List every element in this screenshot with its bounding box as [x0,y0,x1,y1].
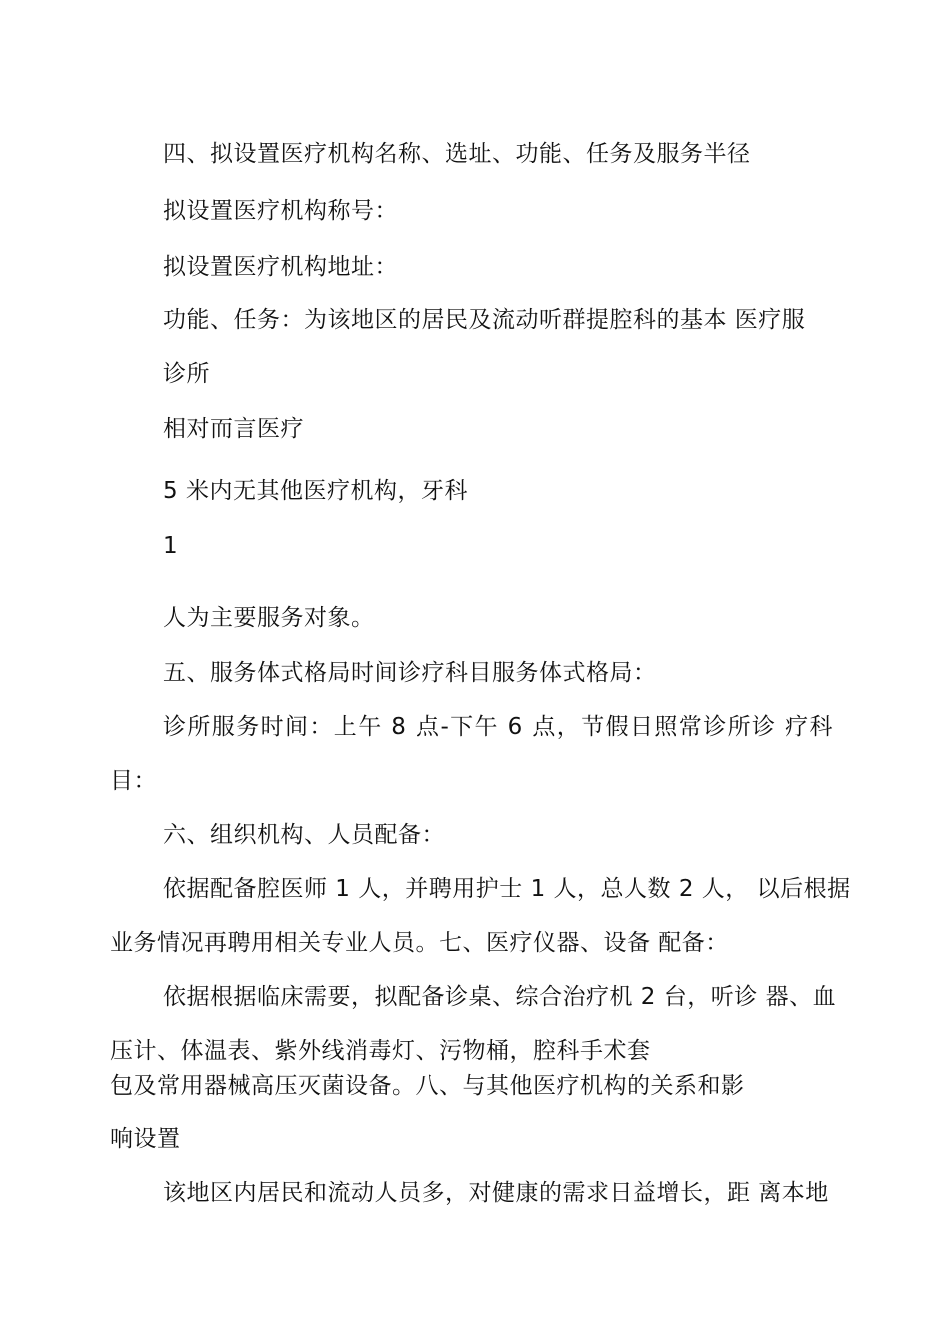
service-target-line: 人为主要服务对象。 [163,605,375,631]
equipment-continued-line-2: 包及常用器械高压灭菌设备。八、与其他医疗机构的关系和影 [110,1073,745,1099]
section-5-heading: 五、服务体式格局时间诊疗科目服务体式格局： [163,660,657,686]
institution-name-line: 拟设置医疗机构称号： [163,198,398,224]
staffing-continued-line: 业务情况再聘用相关专业人员。七、医疗仪器、设备 配备： [110,930,729,956]
impact-line: 响设置 [110,1126,181,1152]
function-task-line: 功能、任务：为该地区的居民及流动听群提腔科的基本 医疗服 [163,307,806,333]
equipment-continued-line: 压计、体温表、紫外线消毒灯、污物桶，腔科手术套 [110,1038,651,1064]
section-6-heading: 六、组织机构、人员配备： [163,822,445,848]
clinic-line: 诊所 [163,361,210,387]
institution-address-line: 拟设置医疗机构地址： [163,254,398,280]
demand-line: 该地区内居民和流动人员多，对健康的需求日益增长，距 离本地 [163,1180,829,1206]
radius-line: 5 米内无其他医疗机构，牙科 [163,478,468,504]
service-time-line: 诊所服务时间：上午 8 点-下午 6 点，节假日照常诊所诊 疗科 [163,714,834,740]
staffing-line: 依据配备腔医师 1 人，并聘用护士 1 人，总人数 2 人， 以后根据 [163,876,851,902]
relative-line: 相对而言医疗 [163,416,304,442]
section-4-heading: 四、拟设置医疗机构名称、选址、功能、任务及服务半径 [163,141,751,167]
equipment-line: 依据根据临床需要，拟配备诊桌、综合治疗机 2 台，听诊 器、血 [163,984,837,1010]
subjects-line: 目： [110,768,157,794]
number-line: 1 [163,533,179,559]
